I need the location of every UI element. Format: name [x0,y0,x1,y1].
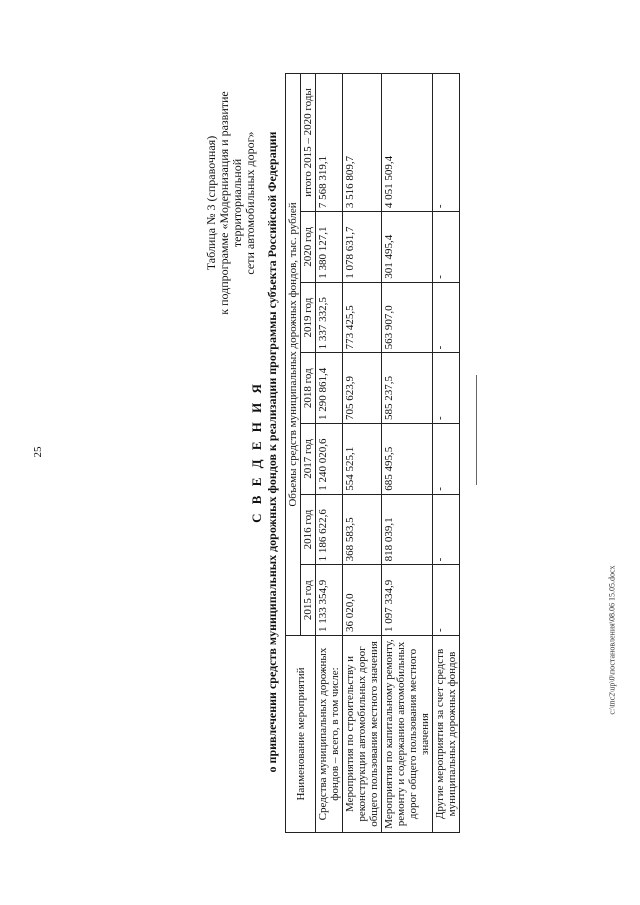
year-header: 2017 год [301,424,316,495]
row-label: Мероприятия по капитальному ремонту, ремонту и содержанию автомобильных дорог общего пользования местного значения [382,636,433,833]
cell-value: 368 583,5 [343,494,382,565]
cell-value: 585 237,5 [382,353,433,424]
cell-value: 4 051 509,4 [382,74,433,212]
year-header: 2020 год [301,212,316,283]
row-label: Другие мероприятия за счет средств муниципальных дорожных фондов [433,636,460,833]
table-row [433,74,460,833]
cell-value: 818 039,1 [382,494,433,565]
cell-value: - [433,565,460,636]
rotated-page-content [204,67,458,837]
table-row [382,74,433,833]
cell-value: 563 907,0 [382,282,433,353]
year-header: 2018 год [301,353,316,424]
col-header-group: Объемы средств муниципальных дорожных фондов, тыс. рублей [286,74,301,636]
year-header: 2016 год [301,494,316,565]
cell-value: 7 568 319,1 [316,74,343,212]
cell-value: - [433,424,460,495]
col-header-name: Наименование мероприятий [286,636,316,833]
table-row [343,74,382,833]
cell-value: 3 516 809,7 [343,74,382,212]
annex-line-2: к подпрограмме «Модернизация и развитие территориальной [217,91,244,315]
annex-line-1: Таблица № 3 (справочная) [204,135,218,271]
cell-value: - [433,494,460,565]
cell-value: 1 290 861,4 [316,353,343,424]
funding-table [285,73,460,833]
cell-value: 1 186 622,6 [316,494,343,565]
cell-value: 705 623,9 [343,353,382,424]
document-subtitle: о привлечении средств муниципальных дорожных фондов к реализации программы субъекта Российской Федерации [265,131,279,773]
file-path-footer: c:\tnc2\up\0\постановления\08.06 15.05.docx [607,565,617,715]
cell-value: - [433,353,460,424]
cell-value: 554 525,1 [343,424,382,495]
cell-value: 1 097 334,9 [382,565,433,636]
year-header-total: итого 2015 – 2020 годы [301,74,316,212]
year-header: 2015 год [301,565,316,636]
document-title: С В Е Д Е Н И Я [249,381,264,523]
table-row [316,74,343,833]
row-label: Мероприятия по строительству и реконструкции автомобильных дорог общего пользования местного значения [343,636,382,833]
cell-value: 1 133 354,9 [316,565,343,636]
page-number: 25 [32,446,44,458]
annex-line-3: сети автомобильных дорог» [243,131,257,275]
row-label: Средства муниципальных дорожных фондов – всего, в том числе: [316,636,343,833]
cell-value: 36 020,0 [343,565,382,636]
cell-value: 1 240 020,6 [316,424,343,495]
cell-value: 1 078 631,7 [343,212,382,283]
separator-line [476,375,477,485]
cell-value: 1 380 127,1 [316,212,343,283]
cell-value: 1 337 332,5 [316,282,343,353]
cell-value: - [433,282,460,353]
cell-value: 773 425,5 [343,282,382,353]
cell-value: - [433,212,460,283]
cell-value: - [433,74,460,212]
cell-value: 685 495,5 [382,424,433,495]
cell-value: 301 495,4 [382,212,433,283]
year-header: 2019 год [301,282,316,353]
